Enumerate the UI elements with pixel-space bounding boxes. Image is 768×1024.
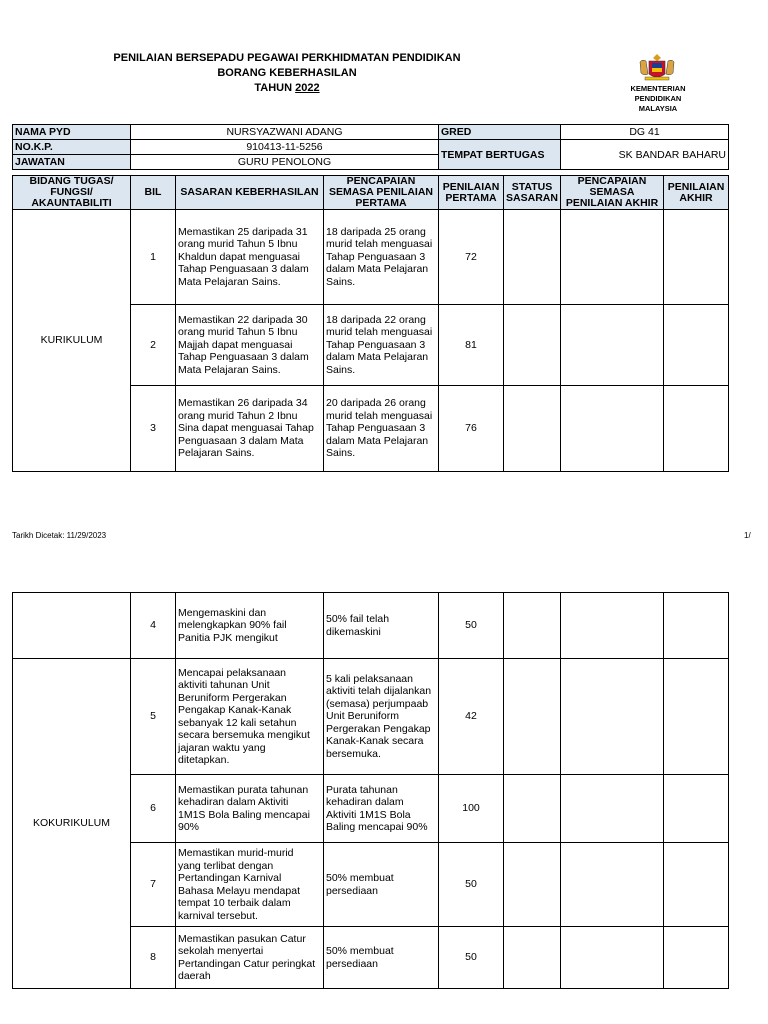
form-year-line (0, 81, 574, 95)
penilaian-akhir-cell (664, 386, 729, 472)
penilaian-cell: 76 (439, 386, 504, 472)
status-cell (504, 593, 561, 659)
info-table (12, 124, 729, 170)
penilaian-akhir-cell (664, 927, 729, 989)
penilaian-cell: 50 (439, 843, 504, 927)
pencapaian-cell: 50% membuat persediaan (324, 927, 439, 989)
penilaian-cell: 42 (439, 659, 504, 775)
nama-label: NAMA PYD (13, 125, 131, 140)
pencapaian-akhir-cell (561, 386, 664, 472)
jawatan-value: GURU PENOLONG (131, 155, 439, 170)
sasaran-cell: Memastikan 26 daripada 34 orang murid Tahun 2 Ibnu Sina dapat menguasai Tahap Penguasaan 3 dalam Mata Pelajaran Sains. (176, 386, 324, 472)
bil-cell: 7 (131, 843, 176, 927)
page-number: 1/ (744, 531, 751, 540)
bil-cell: 5 (131, 659, 176, 775)
year-prefix: TAHUN (254, 82, 296, 94)
sasaran-cell: Memastikan murid-murid yang terlibat dengan Pertandingan Karnival Bahasa Melayu mendapat tempat 10 terbaik dalam karnival tersebut. (176, 843, 324, 927)
col-sasaran: SASARAN KEBERHASILAN (176, 176, 324, 210)
sasaran-cell: Memastikan purata tahunan kehadiran dalam Aktiviti 1M1S Bola Baling mencapai 90% (176, 775, 324, 843)
group-cell-continued (13, 593, 131, 659)
col-penilaian-pertama: PENILAIAN PERTAMA (439, 176, 504, 210)
sasaran-cell: Mencapai pelaksanaan aktiviti tahunan Unit Beruniform Pergerakan Pengakap Kanak-Kanak sebanyak 12 kali setahun secara bersemuka mengikut jajaran waktu yang ditetapkan. (176, 659, 324, 775)
status-cell (504, 775, 561, 843)
penilaian-cell: 100 (439, 775, 504, 843)
table-row (13, 593, 729, 659)
pencapaian-akhir-cell (561, 593, 664, 659)
status-cell (504, 843, 561, 927)
bil-cell: 3 (131, 386, 176, 472)
nokp-label: NO.K.P. (13, 140, 131, 155)
bil-cell: 8 (131, 927, 176, 989)
pencapaian-akhir-cell (561, 210, 664, 305)
ministry-line-2: PENDIDIKAN (634, 94, 682, 103)
bil-cell: 2 (131, 305, 176, 386)
group-cell: KURIKULUM (13, 210, 131, 472)
malaysia-crest-logo (636, 52, 678, 82)
sasaran-cell: Memastikan 25 daripada 31 orang murid Tahun 5 Ibnu Khaldun dapat menguasai Tahap Penguasaan 3 dalam Mata Pelajaran Sains. (176, 210, 324, 305)
ministry-line-3: MALAYSIA (638, 104, 678, 113)
table-row (13, 210, 729, 305)
tempat-value: SK BANDAR BAHARU (561, 140, 729, 170)
pencapaian-cell: 50% fail telah dikemaskini (324, 593, 439, 659)
status-cell (504, 305, 561, 386)
col-pencapaian-akhir: PENCAPAIAN SEMASA PENILAIAN AKHIR (561, 176, 664, 210)
form-subtitle: BORANG KEBERHASILAN (217, 67, 357, 79)
pencapaian-cell: 18 daripada 25 orang murid telah menguasai Tahap Penguasaan 3 dalam Mata Pelajaran Sains. (324, 210, 439, 305)
year-value: 2022 (295, 82, 320, 94)
pencapaian-akhir-cell (561, 843, 664, 927)
gred-value: DG 41 (561, 125, 729, 140)
pencapaian-akhir-cell (561, 659, 664, 775)
penilaian-akhir-cell (664, 775, 729, 843)
penilaian-cell: 81 (439, 305, 504, 386)
col-penilaian-akhir: PENILAIAN AKHIR (664, 176, 729, 210)
penilaian-cell: 50 (439, 593, 504, 659)
pencapaian-cell: 5 kali pelaksanaan aktiviti telah dijalankan (semasa) perjumpaab Unit Beruniform Pergerakan Pengakap Kanak-Kanak secara bersemuka. (324, 659, 439, 775)
col-bil: BIL (131, 176, 176, 210)
bil-cell: 1 (131, 210, 176, 305)
assessment-table-page1 (12, 175, 729, 472)
form-title: PENILAIAN BERSEPADU PEGAWAI PERKHIDMATAN PENDIDIKAN (113, 52, 461, 64)
nama-value: NURSYAZWANI ADANG (131, 125, 439, 140)
penilaian-akhir-cell (664, 593, 729, 659)
assessment-table-page2 (12, 592, 729, 989)
pencapaian-cell: 50% membuat persediaan (324, 843, 439, 927)
nokp-value: 910413-11-5256 (131, 140, 439, 155)
print-date: Tarikh Dicetak: 11/29/2023 (12, 531, 107, 540)
pencapaian-cell: 20 daripada 26 orang murid telah menguasai Tahap Penguasaan 3 dalam Mata Pelajaran Sains. (324, 386, 439, 472)
penilaian-akhir-cell (664, 210, 729, 305)
status-cell (504, 927, 561, 989)
penilaian-cell: 72 (439, 210, 504, 305)
status-cell (504, 659, 561, 775)
table-row (13, 659, 729, 775)
penilaian-akhir-cell (664, 659, 729, 775)
group-cell: KOKURIKULUM (13, 659, 131, 989)
pencapaian-akhir-cell (561, 775, 664, 843)
penilaian-akhir-cell (664, 305, 729, 386)
jawatan-label: JAWATAN (13, 155, 131, 170)
penilaian-cell: 50 (439, 927, 504, 989)
penilaian-akhir-cell (664, 843, 729, 927)
col-status: STATUS SASARAN (504, 176, 561, 210)
bil-cell: 6 (131, 775, 176, 843)
gred-label: GRED (439, 125, 561, 140)
pencapaian-cell: Purata tahunan kehadiran dalam Aktiviti 1M1S Bola Baling mencapai 90% (324, 775, 439, 843)
tempat-label: TEMPAT BERTUGAS (439, 140, 561, 170)
status-cell (504, 386, 561, 472)
pencapaian-akhir-cell (561, 305, 664, 386)
ministry-line-1: KEMENTERIAN (630, 84, 686, 93)
sasaran-cell: Mengemaskini dan melengkapkan 90% fail Panitia PJK mengikut (176, 593, 324, 659)
sasaran-cell: Memastikan 22 daripada 30 orang murid Tahun 5 Ibnu Majjah dapat menguasai Tahap Penguasaan 3 dalam Mata Pelajaran Sains. (176, 305, 324, 386)
pencapaian-akhir-cell (561, 927, 664, 989)
status-cell (504, 210, 561, 305)
col-bidang: BIDANG TUGAS/ FUNGSI/ AKAUNTABILITI (13, 176, 131, 210)
pencapaian-cell: 18 daripada 22 orang murid telah menguasai Tahap Penguasaan 3 dalam Mata Pelajaran Sains. (324, 305, 439, 386)
bil-cell: 4 (131, 593, 176, 659)
col-pencapaian-pertama: PENCAPAIAN SEMASA PENILAIAN PERTAMA (324, 176, 439, 210)
sasaran-cell: Memastikan pasukan Catur sekolah menyertai Pertandingan Catur peringkat daerah (176, 927, 324, 989)
